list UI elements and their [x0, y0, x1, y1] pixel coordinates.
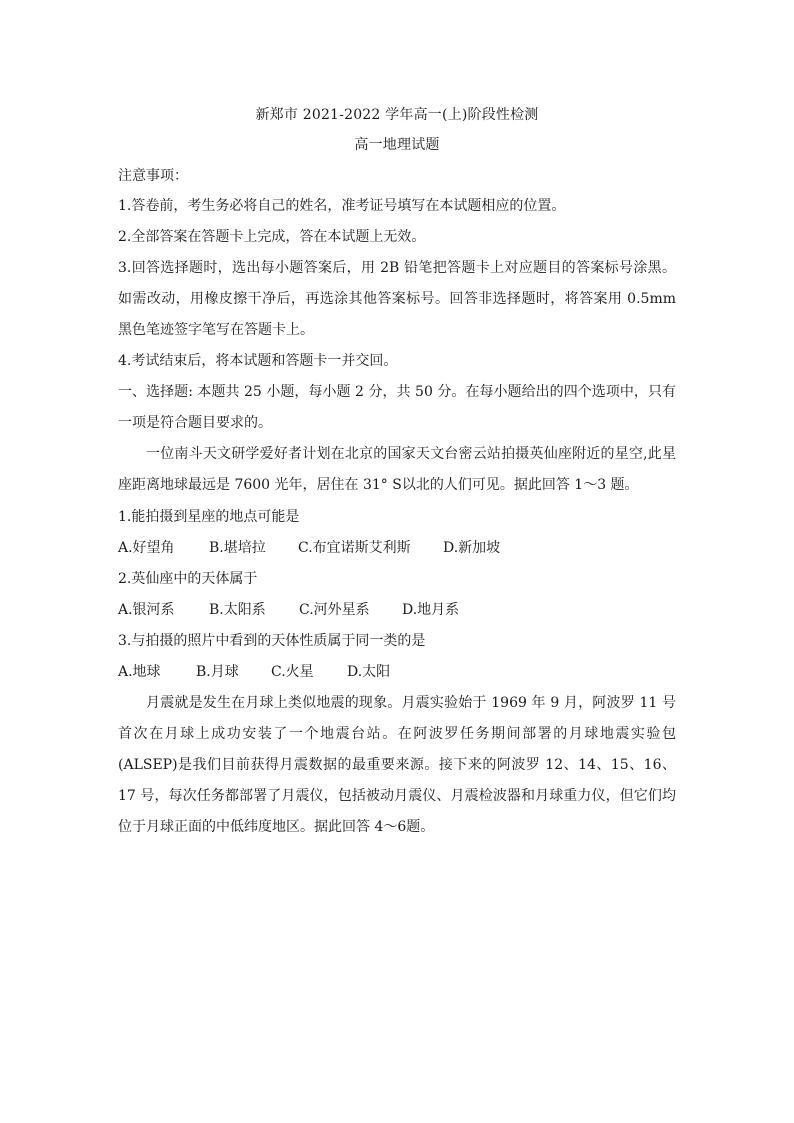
- question-2-option-b: B.太阳系: [209, 602, 266, 618]
- question-3-option-a: A.地球: [118, 664, 161, 680]
- question-2-option-c: C.河外星系: [299, 602, 370, 618]
- question-3-option-d: D.太阳: [347, 664, 391, 680]
- question-2-option-a: A.银河系: [118, 602, 175, 618]
- notice-heading: 注意事项：: [118, 168, 188, 184]
- exam-title: 新郑市 2021-2022 学年高一(上)阶段性检测: [255, 107, 539, 123]
- question-2-options: [118, 600, 459, 620]
- question-1-option-b: B.堪培拉: [209, 540, 266, 556]
- question-3-options: [118, 662, 390, 682]
- question-3-option-c: C.火星: [271, 664, 314, 680]
- passage-2: 月震就是发生在月球上类似地震的现象。月震实验始于 1969 年 9 月，阿波罗 11 号首次在月球上成功安装了一个地震台站。在阿波罗任务期间部署的月球地震实验包(ALSEP)是我们目前获得月震数据的最重要来源。接下来的阿波罗 12、14、15、16、17 号，每次任务都部署了月震仪，包括被动月震仪、月震检波器和月球重力仪，但它们均位于月球正面的中低纬度地区。据此回答 4～6题。: [118, 695, 676, 835]
- question-1-option-d: D.新加坡: [443, 540, 501, 556]
- question-3-stem: 3.与拍摄的照片中看到的天体性质属于同一类的是: [118, 633, 426, 649]
- question-3-option-b: B.月球: [196, 664, 239, 680]
- section-heading: 一、选择题: 本题共 25 小题，每小题 2 分，共 50 分。在每小题给出的四个选项中，只有一项是符合题目要求的。: [118, 384, 676, 431]
- question-2-option-d: D.地月系: [402, 602, 460, 618]
- exam-subtitle: 高一地理试题: [354, 137, 440, 153]
- notice-item-2: 2.全部答案在答题卡上完成，答在本试题上无效。: [118, 229, 426, 245]
- question-1-options: [118, 538, 500, 558]
- question-1-stem: 1.能拍摄到星座的地点可能是: [118, 509, 300, 525]
- passage-1: 一位南斗天文研学爱好者计划在北京的国家天文台密云站拍摄英仙座附近的星空,此星座距离地球最远是 7600 光年，居住在 31° S以北的人们可见。据此回答 1～3 题。: [118, 446, 676, 493]
- question-1-option-c: C.布宜诺斯艾利斯: [298, 540, 411, 556]
- notice-item-3: 3.回答选择题时，选出每小题答案后，用 2B 铅笔把答题卡上对应题目的答案标号涂黑。如需改动，用橡皮擦干净后，再选涂其他答案标号。回答非选择题时，将答案用 0.5mm 黑色笔迹签字笔写在答题卡上。: [118, 260, 676, 338]
- question-1-option-a: A.好望角: [118, 540, 175, 556]
- notice-item-1: 1.答卷前，考生务必将自己的姓名，准考证号填写在本试题相应的位置。: [118, 198, 566, 214]
- question-2-stem: 2.英仙座中的天体属于: [118, 571, 258, 587]
- notice-item-4: 4.考试结束后，将本试题和答题卡一并交回。: [118, 353, 398, 369]
